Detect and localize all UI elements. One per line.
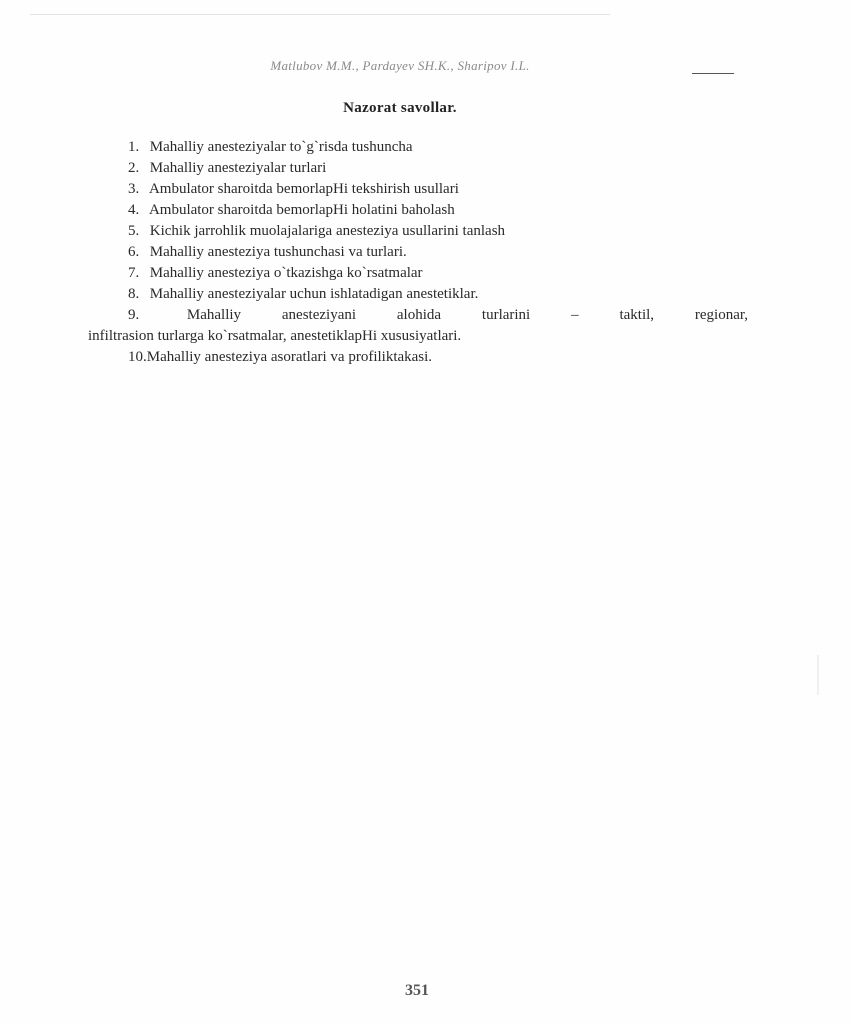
- item-number: 10.: [128, 349, 147, 365]
- item-text: Mahalliy anesteziyalar uchun ishlatadigan anestetiklar.: [149, 286, 479, 302]
- item-text-line1: Mahalliy anesteziyani alohida turlarini – taktil, regionar,: [186, 307, 749, 323]
- item-number: 1.: [128, 139, 140, 155]
- item-text: Mahalliy anesteziyalar to`g`risda tushuncha: [149, 139, 413, 155]
- list-item: [88, 158, 748, 179]
- question-list: [88, 137, 748, 368]
- item-number: 2.: [128, 160, 140, 176]
- header-rule: [692, 73, 734, 74]
- item-number: 7.: [128, 265, 140, 281]
- item-number: 6.: [128, 244, 140, 260]
- item-number: 8.: [128, 286, 140, 302]
- item-text: Mahalliy anesteziya o`tkazishga ko`rsatmalar: [149, 265, 423, 281]
- running-header-authors: Matlubov M.M., Pardayev SH.K., Sharipov I.L.: [270, 58, 530, 73]
- item-text: Kichik jarrohlik muolajalariga anesteziya usullarini tanlash: [149, 223, 506, 239]
- list-item: [88, 305, 748, 347]
- list-item: [88, 137, 748, 158]
- list-item: [88, 179, 748, 200]
- item-text: Mahalliy anesteziya asoratlari va profiliktakasi.: [146, 349, 433, 365]
- list-item: [88, 284, 748, 305]
- item-number: 3.: [128, 181, 140, 197]
- page-number: 351: [405, 982, 429, 999]
- list-item: [88, 347, 748, 368]
- scan-edge-mark: [817, 655, 819, 695]
- top-scan-rule: [30, 14, 610, 15]
- item-text: Mahalliy anesteziya tushunchasi va turlari.: [149, 244, 407, 260]
- item-text: Mahalliy anesteziyalar turlari: [149, 160, 327, 176]
- item-first-line: [128, 305, 748, 326]
- list-item: [88, 221, 748, 242]
- item-number: 9.: [128, 307, 140, 323]
- item-number: 4.: [128, 202, 140, 218]
- list-item: [88, 263, 748, 284]
- item-text: Ambulator sharoitda bemorlapHi tekshirish usullari: [148, 181, 459, 197]
- section-title: Nazorat savollar.: [343, 100, 457, 116]
- item-text-line2: infiltrasion turlarga ko`rsatmalar, anestetiklapHi xususiyatlari.: [88, 328, 462, 344]
- item-number: 5.: [128, 223, 140, 239]
- list-item: [88, 200, 748, 221]
- list-item: [88, 242, 748, 263]
- item-text: Ambulator sharoitda bemorlapHi holatini baholash: [148, 202, 455, 218]
